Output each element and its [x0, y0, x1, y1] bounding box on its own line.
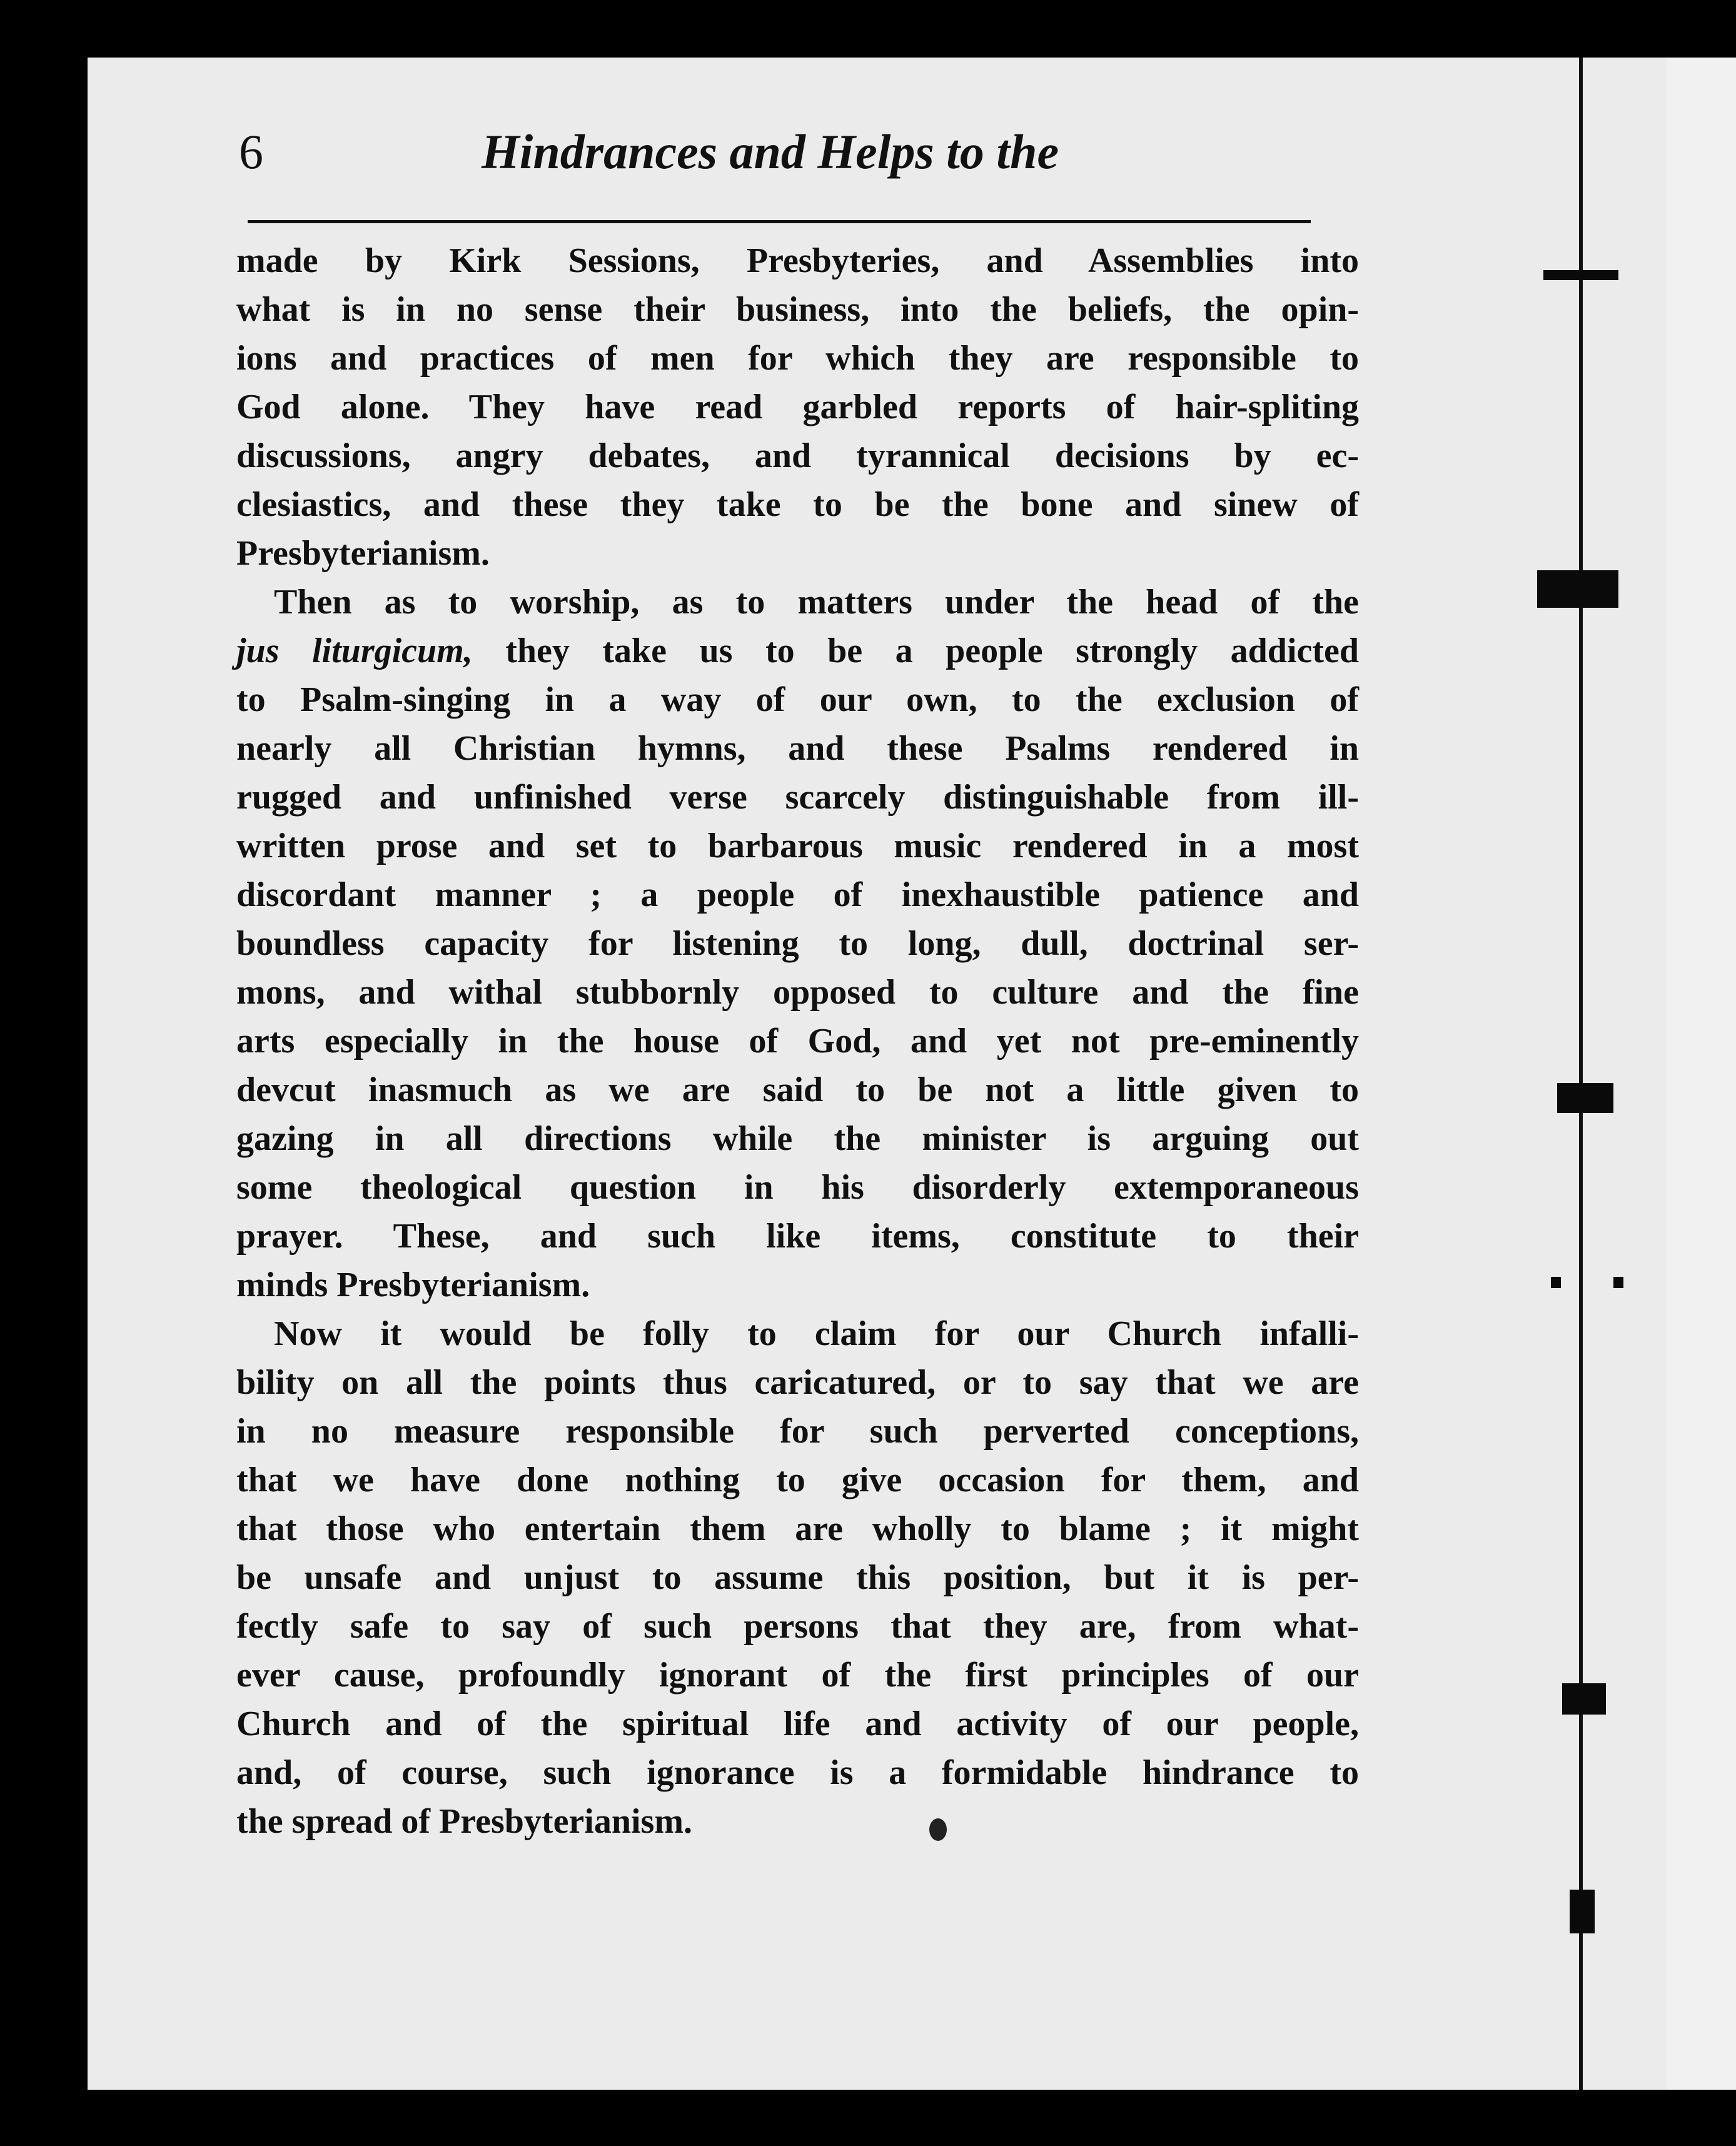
paragraph-2	[236, 578, 1359, 1309]
text-line	[236, 627, 1359, 675]
facing-page-edge	[1667, 58, 1736, 2090]
text-line: Then as to worship, as to matters under the head of the	[274, 583, 1359, 622]
text-line: discussions, angry debates, and tyrannical decisions by ec-	[236, 436, 1359, 475]
text-line: God alone. They have read garbled reports of hair-spliting	[236, 388, 1359, 426]
text-line: Church and of the spiritual life and activity of our people,	[236, 1705, 1359, 1743]
text-line: and, of course, such ignorance is a formidable hindrance to	[236, 1753, 1359, 1792]
text-line: minds Presbyterianism.	[236, 1266, 590, 1304]
text-line: to Psalm-singing in a way of our own, to the exclusion of	[236, 680, 1359, 719]
text-line: written prose and set to barbarous music rendered in a most	[236, 827, 1359, 865]
body-text	[236, 236, 1359, 1846]
text-line: fectly safe to say of such persons that they are, from what-	[236, 1607, 1359, 1646]
text-line-rest: they take us to be a people strongly addicted	[505, 632, 1360, 670]
binding-fold	[1579, 58, 1583, 2090]
text-line: discordant manner ; a people of inexhaustible patience and	[236, 875, 1359, 914]
page-header	[239, 124, 1327, 193]
text-line: clesiastics, and these they take to be the bone and sinew of	[236, 485, 1359, 524]
binding-stitch	[1537, 570, 1618, 608]
text-line: nearly all Christian hymns, and these Psalms rendered in	[236, 729, 1359, 768]
text-line: what is in no sense their business, into the beliefs, the opin-	[236, 290, 1359, 329]
italic-phrase: jus liturgicum,	[236, 632, 473, 670]
binding-stitch	[1543, 270, 1618, 280]
binding-stitch	[1551, 1277, 1561, 1288]
text-line: gazing in all directions while the minister is arguing out	[236, 1119, 1359, 1158]
binding-stitch	[1557, 1083, 1613, 1113]
text-line: devcut inasmuch as we are said to be not a little given to	[236, 1070, 1359, 1109]
text-line: Now it would be folly to claim for our Church infalli-	[274, 1314, 1359, 1353]
paragraph-1	[236, 236, 1359, 578]
text-line: the spread of Presbyterianism.	[236, 1802, 692, 1841]
text-line: that we have done nothing to give occasion for them, and	[236, 1461, 1359, 1499]
paragraph-3	[236, 1309, 1359, 1846]
text-line: arts especially in the house of God, and yet not pre-eminently	[236, 1022, 1359, 1060]
text-line: ever cause, profoundly ignorant of the first principles of our	[236, 1656, 1359, 1695]
text-line: Presbyterianism.	[236, 534, 490, 573]
page-number: 6	[239, 124, 263, 179]
ink-blot	[929, 1818, 947, 1841]
text-line: boundless capacity for listening to long, dull, doctrinal ser-	[236, 924, 1359, 963]
text-line: some theological question in his disorderly extemporaneous	[236, 1168, 1359, 1207]
header-rule	[248, 220, 1311, 223]
text-line: rugged and unfinished verse scarcely distinguishable from ill-	[236, 778, 1359, 817]
text-line: bility on all the points thus caricatured, or to say that we are	[236, 1363, 1359, 1402]
text-line: be unsafe and unjust to assume this position, but it is per-	[236, 1558, 1359, 1597]
binding-stitch	[1562, 1683, 1606, 1715]
text-line: in no measure responsible for such perverted conceptions,	[236, 1412, 1359, 1451]
text-line: mons, and withal stubbornly opposed to culture and the fine	[236, 973, 1359, 1012]
binding-stitch	[1570, 1890, 1595, 1933]
text-line: made by Kirk Sessions, Presbyteries, and Assemblies into	[236, 241, 1359, 280]
running-head: Hindrances and Helps to the	[482, 124, 1059, 179]
text-line: prayer. These, and such like items, constitute to their	[236, 1217, 1359, 1256]
binding-stitch	[1613, 1277, 1623, 1288]
text-line: ions and practices of men for which they are responsible to	[236, 339, 1359, 378]
text-line: that those who entertain them are wholly to blame ; it might	[236, 1509, 1359, 1548]
